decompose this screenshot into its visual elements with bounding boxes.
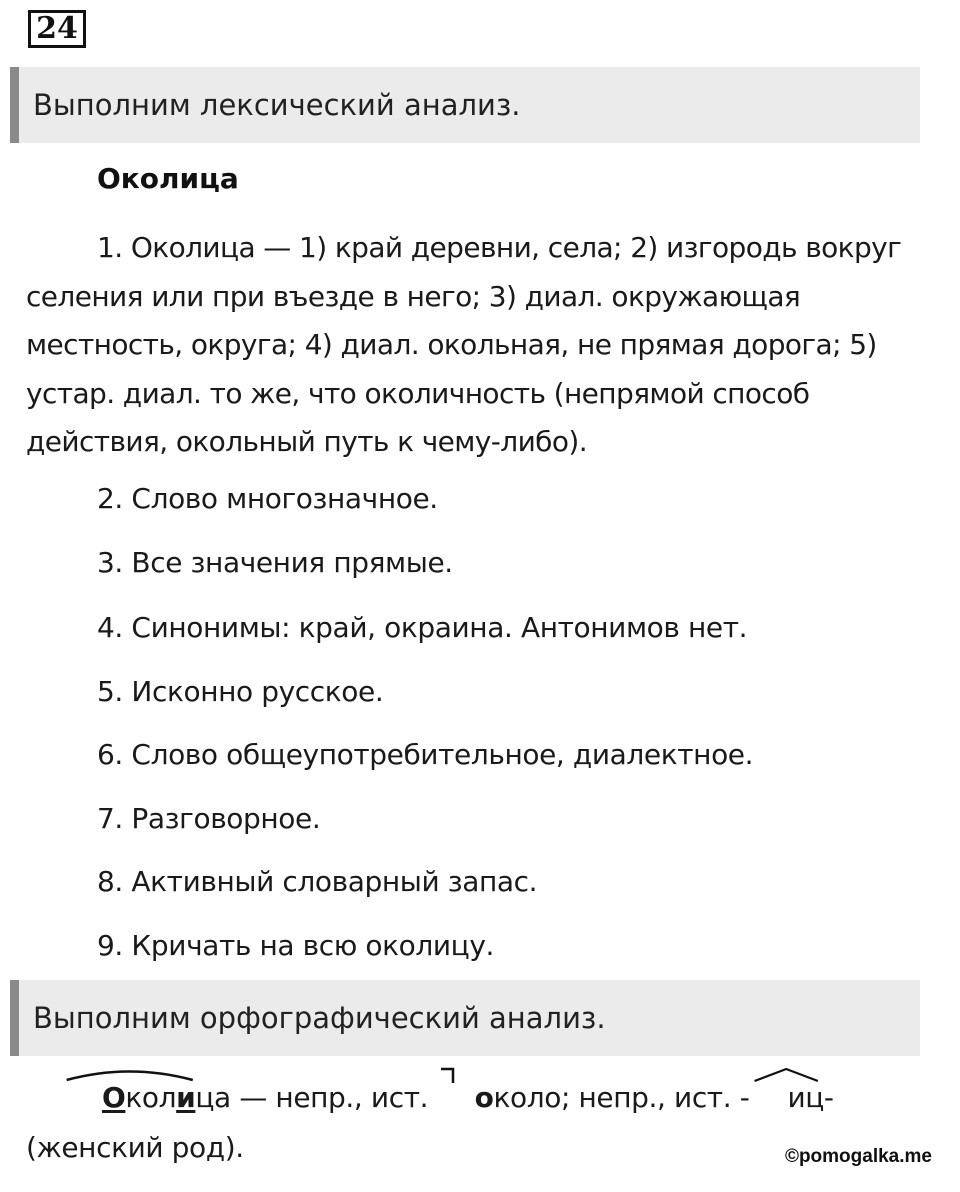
suffix-cap-icon: [749, 1067, 823, 1083]
analysis-item-5: 5. Исконно русское.: [97, 675, 384, 708]
ortho-text-2: ; непр., ист. -: [560, 1081, 750, 1114]
analysis-item-3: 3. Все значения прямые.: [97, 546, 453, 579]
stress-mark-icon: [439, 1067, 455, 1085]
orthogram-i: и: [176, 1081, 196, 1114]
suffix-mark: иц: [749, 1073, 823, 1123]
ortho-text-3: - (женский род).: [26, 1081, 834, 1164]
orthographic-analysis-heading: [10, 980, 920, 1056]
site-watermark: ©pomogalka.me: [784, 1146, 932, 1167]
word-part-kol: кол: [125, 1081, 177, 1114]
analysis-item-9: 9. Кричать на всю околицу.: [97, 929, 495, 962]
check-word-stressed-o: о: [437, 1073, 494, 1123]
analysis-item-2: 2. Слово многозначное.: [97, 482, 438, 515]
orthographic-heading-text: Выполним орфографический анализ.: [33, 1001, 606, 1035]
word-part-tsa: ца: [195, 1081, 231, 1114]
ortho-text-1: — непр., ист.: [230, 1081, 437, 1114]
root-arc-icon: [64, 1067, 195, 1081]
lexical-heading-text: Выполним лексический анализ.: [33, 88, 521, 122]
definition-paragraph: 1. Околица — 1) край деревни, села; 2) изгородь вокруг селения или при въезде в него; 3) диал. окружающая местность, округа; 4) диал. окольная, не прямая дорога; 5) устар. диал. то же, что околичность (непрямой способ действия, окольный путь к чему-либо).: [26, 231, 902, 458]
analyzed-word-title: Околица: [97, 162, 239, 195]
analysis-item-6: 6. Слово общеупотребительное, диалектное.: [97, 738, 754, 771]
task-number-box: 24: [28, 10, 86, 48]
lexical-analysis-heading: [10, 67, 920, 143]
orthogram-o: О: [102, 1081, 126, 1114]
analysis-item-7: 7. Разговорное.: [97, 802, 321, 835]
analysis-item-4: 4. Синонимы: край, окраина. Антонимов нет.: [97, 611, 748, 644]
analysis-item-8: 8. Активный словарный запас.: [97, 865, 538, 898]
check-word-rest: коло: [493, 1081, 561, 1114]
root-arc-word: [64, 1073, 195, 1123]
